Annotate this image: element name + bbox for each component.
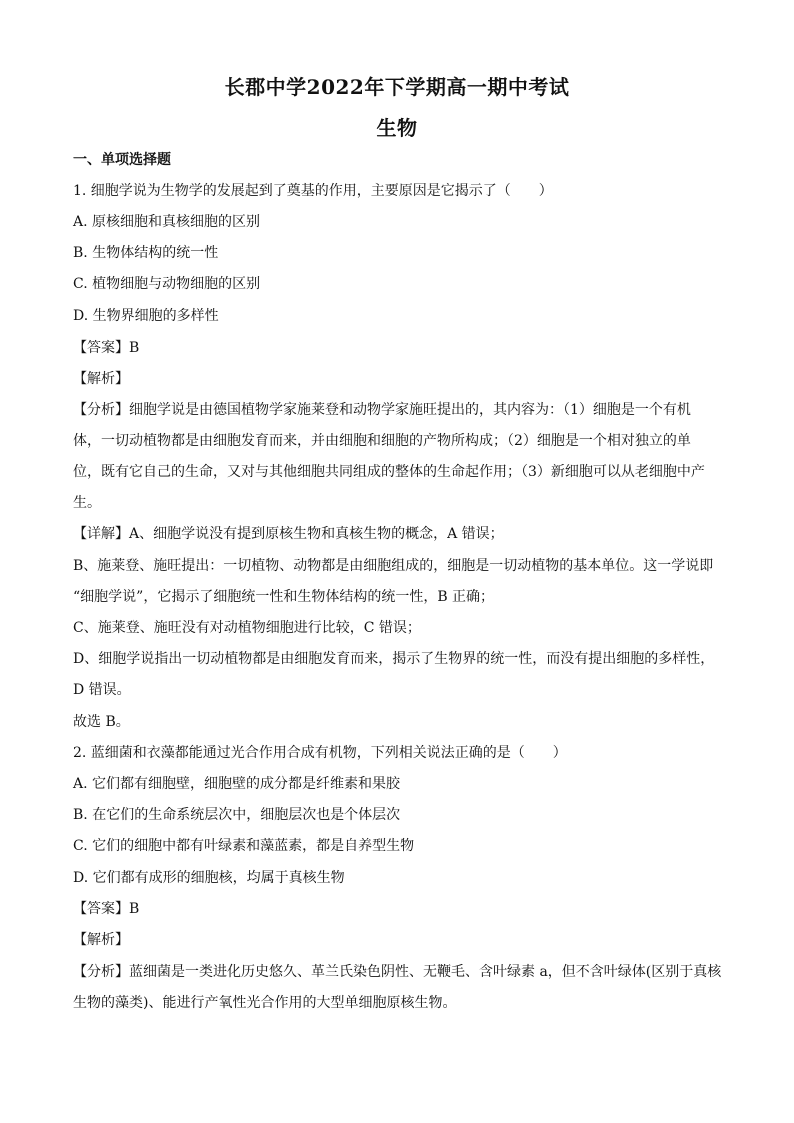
question-1-detail-line: C、施莱登、施旺没有对动植物细胞进行比较，C 错误；	[73, 620, 421, 636]
question-1-analysis-line: 生。	[73, 495, 101, 511]
question-1-detail-line: D、细胞学说指出一切动植物都是由细胞发育而来，揭示了生物界的统一性，而没有提出细胞的多样性，	[73, 651, 715, 667]
question-1-detail-line: “细胞学说”，它揭示了细胞统一性和生物体结构的统一性，B 正确；	[73, 589, 495, 605]
page-subtitle: 生物	[376, 116, 418, 140]
question-1-option-a: A. 原核细胞和真核细胞的区别	[73, 214, 261, 230]
question-2-analysis-line: 生物的藻类)、能进行产氧性光合作用的大型单细胞原核生物。	[73, 995, 457, 1011]
question-2-option-a: A. 它们都有细胞壁，细胞壁的成分都是纤维素和果胶	[73, 776, 401, 792]
question-1-detail-line: B、施莱登、施旺提出：一切植物、动物都是由细胞组成的，细胞是一切动植物的基本单位。这一学说即	[73, 558, 714, 574]
question-2-option-c: C. 它们的细胞中都有叶绿素和藻蓝素，都是自养型生物	[73, 838, 415, 854]
page-title: 长郡中学2022年下学期高一期中考试	[224, 75, 570, 99]
question-1-detail-line: 【详解】A、细胞学说没有提到原核生物和真核生物的概念，A 错误；	[73, 526, 504, 542]
question-1-detail-line: D 错误。	[73, 682, 131, 698]
question-1-option-d: D. 生物界细胞的多样性	[73, 308, 219, 324]
question-2-analysis-label: 【解析】	[73, 932, 129, 948]
question-1-analysis-line: 体，一切动植物都是由细胞发育而来，并由细胞和细胞的产物所构成；（2）细胞是一个相对独立的单	[73, 433, 691, 449]
question-2-option-d: D. 它们都有成形的细胞核，均属于真核生物	[73, 870, 345, 886]
question-2-stem: 2. 蓝细菌和衣藻都能通过光合作用合成有机物，下列相关说法正确的是（ ）	[73, 745, 567, 761]
section-title: 一、单项选择题	[73, 152, 171, 168]
question-1-conclusion: 故选 B。	[73, 714, 130, 730]
question-1-analysis-label: 【解析】	[73, 371, 129, 387]
question-1-option-b: B. 生物体结构的统一性	[73, 245, 219, 261]
question-2-analysis-line: 【分析】蓝细菌是一类进化历史悠久、革兰氏染色阴性、无鞭毛、含叶绿素 a，但不含叶绿体(区别于真核	[73, 964, 722, 980]
question-1-option-c: C. 植物细胞与动物细胞的区别	[73, 276, 261, 292]
question-2-answer: 【答案】B	[73, 901, 140, 917]
question-1-stem: 1. 细胞学说为生物学的发展起到了奠基的作用，主要原因是它揭示了（ ）	[73, 183, 553, 199]
question-1-analysis-line: 位，既有它自己的生命，又对与其他细胞共同组成的整体的生命起作用；（3）新细胞可以从老细胞中产	[73, 464, 705, 480]
question-1-analysis-line: 【分析】细胞学说是由德国植物学家施莱登和动物学家施旺提出的，其内容为：（1）细胞是一个有机	[73, 402, 691, 418]
question-1-answer: 【答案】B	[73, 340, 140, 356]
question-2-option-b: B. 在它们的生命系统层次中，细胞层次也是个体层次	[73, 807, 401, 823]
